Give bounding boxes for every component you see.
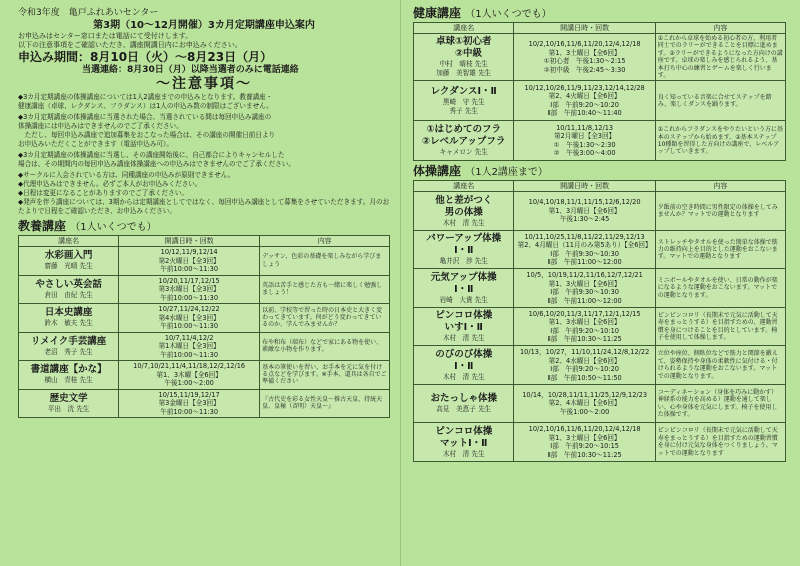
schedule-cell [514,384,655,423]
course-description: デッサン、色彩の基礎を楽しみながら学びましょう [262,253,382,268]
course-description-cell [655,192,785,231]
schedule-line: 第1、3木曜【全6回】 [156,370,222,379]
schedule-line: ① 午後1:30～2:30 [553,140,616,149]
schedule-line: Ⅱ部 午前10:40～11:40 [547,109,622,118]
course-row [414,423,786,462]
section-title-note: （1人2講座まで） [465,167,548,179]
schedule-line: Ⅱ部 午前11:00～12:00 [547,296,622,305]
section-title-text: 教養講座 [18,219,67,233]
schedule-line: ② 午後3:00～4:00 [553,149,616,158]
schedule-cell [514,81,655,121]
schedule-line: 第1、3水曜日【全6回】 [548,318,621,327]
course-row [414,384,786,423]
schedule-line: 第1、3土曜日【全6回】 [548,48,621,57]
schedule-line: 第2、4火曜日【全6回】 [548,92,621,101]
course-row [19,389,390,418]
schedule-line: 10/2,10/16,11/6,11/20,12/4,12/18 [528,40,641,49]
schedule-line: 10/7,11/4,12/2 [164,333,214,342]
instructor-name: 倉田 由紀 先生 [44,290,93,299]
note-line: 場合は、その期間内の毎回申込み講座体操講座への申込みはできませんのでご了承ください。 [18,160,295,168]
note-line: ◆発声を伴う講座については、3期からは定期講座としてではなく、毎回申込み講座として募集をさせていただきます。月のおたよりで日程をご確認いただき、お申込みください。 [18,198,390,215]
instructor-name: 木村 清 先生 [442,334,485,343]
course-description-cell [655,307,785,346]
note-line: ◆代理申込みはできません。必ずご本人がお申込みください。 [18,180,202,188]
schedule-line: Ⅱ部 午前10:50～11:50 [547,373,622,382]
header-course-name: 講座名 [414,23,514,34]
course-description: ①これから卓球を始める初心者の方、利用者同士でのラリーができることを目標に進めます。②ラリーができるようになった方向けの講座です。卓球の楽しみを感じられるよう、基本打ち中心の練習とゲームを楽しく行います。 [657,35,783,80]
course-description: 基本の筆使いを習い、お手本を元に気を付ける点などを学びます。※手本、道具は各自でご準備ください [262,363,387,386]
section-title-note: （1人いくつでも） [70,222,157,233]
course-name: 卓球①初心者 [435,36,492,48]
schedule-cell [514,121,655,161]
instructor-name: 木村 清 先生 [442,372,485,381]
instructor-name: 平出 洸 先生 [47,404,90,413]
instructor-name: キャメロン 先生 [439,148,488,157]
table-header-row [19,236,390,247]
culture-section-title [18,219,390,235]
course-row [414,192,786,231]
course-description-cell [655,423,785,462]
schedule-cell [514,423,655,462]
note-line: お申込みいただくことができます（電話申込み可）。 [18,140,173,148]
schedule-line: 第1木曜日【全3回】 [158,342,220,350]
course-name: 歴史文学 [49,392,88,404]
course-name: いすⅠ・Ⅱ [444,322,483,334]
course-name: ピンコロ体操 [435,425,493,437]
table-header-row [414,23,786,34]
schedule-line: 10/12,10/26,11/9,11/23,12/14,12/28 [524,83,645,92]
section-title-note: （1人いくつでも） [465,9,552,20]
schedule-line: 午前10:00～11:30 [160,293,219,302]
course-row [414,307,786,346]
course-description-cell [655,384,785,423]
schedule-line: 第1、3月曜日【全6回】 [548,206,621,215]
exercise-course-table [413,180,786,462]
schedule-line: 第1、3土曜日【全6回】 [548,433,621,442]
note-line: ◆3カ月定期講座の体操講座に当選された場合、当選されている間は毎回申込み講座の [18,113,272,121]
section-title-text: 体操講座 [413,164,462,179]
header-schedule: 開講日時・回数 [119,236,260,247]
course-row [414,230,786,269]
caution-title: ～注意事項～ [156,76,252,92]
course-row [19,275,390,304]
health-section-title [413,6,786,22]
course-row [414,34,786,81]
course-name: 男の体操 [444,206,483,218]
course-name-cell [414,121,514,161]
course-name-cell [414,423,514,462]
course-name: 他と差がつく [435,194,493,206]
instructor-name: 黒崎 守 先生 [442,97,485,106]
course-name-cell [414,230,514,269]
header-content: 内容 [260,236,390,247]
course-description: 夕飯前の空き時間に男性限定の体操をしてみませんか？マットでの運動となります [657,203,778,219]
instructor-name: 齋藤 光晴 先生 [44,262,93,271]
schedule-cell [514,34,655,81]
schedule-line: Ⅰ部 午前9:30～10:30 [550,288,619,297]
course-row [19,361,390,390]
schedule-cell [514,307,655,346]
course-description-cell [260,332,390,361]
course-name: ②中級 [445,48,482,60]
instructor-name: 高見 美恵子 先生 [436,405,492,414]
intro-line-2: 以下の注意事項をご確認いただき、講座開講日内にお申込みください。 [18,41,242,49]
course-description-cell [655,269,785,308]
course-description: 英語は苦手と感じた方も一緒に楽しく勉強しましょう！ [262,281,383,297]
course-description-cell [260,304,390,333]
course-name: マットⅠ・Ⅱ [440,437,488,449]
schedule-cell [514,230,655,269]
schedule-line: 第1、3火曜日【全6回】 [548,279,621,288]
course-row [19,304,390,333]
instructor-name: 鈴木 敏夫 先生 [44,319,93,328]
note-line: ◆3カ月定期講座の体操講座については1人2講座までの申込みとなります。教養講座・ [18,93,273,101]
course-name: Ⅰ・Ⅱ [454,245,474,257]
health-course-table [413,22,786,161]
header-content: 内容 [655,23,785,34]
culture-course-table [18,235,390,418]
application-period: 申込み期間：8月10日（火）～8月23日（月） [18,50,273,64]
course-description: ミニボールやタオルを使い、日常の動作が楽になるような運動をおこないます。マットでの運動となります。 [657,277,778,299]
course-name: おたっしゃ体操 [430,393,497,405]
schedule-line: 10/7,10/21,11/4,11/18,12/2,12/16 [133,362,246,370]
schedule-line: 午前10:00～11:30 [160,322,219,330]
exercise-section-title [413,164,786,180]
schedule-cell [119,361,260,390]
course-name-cell [19,247,119,276]
schedule-line: 午後1:00～2:00 [164,379,214,387]
course-name-cell [19,389,119,418]
course-row [414,346,786,385]
schedule-cell [119,389,260,418]
course-name: ①はじめてのフラ [426,124,501,136]
schedule-line: Ⅰ部 午前9:30～10:30 [550,249,619,258]
course-name-cell [414,269,514,308]
schedule-line: 第2、4木曜日【全6回】 [548,399,621,408]
schedule-cell [514,346,655,385]
course-name-cell [19,275,119,304]
schedule-cell [119,275,260,304]
instructor-name: 加藤 美智雄 先生 [436,69,492,78]
instructor-name: 木村 清 先生 [442,449,485,458]
course-description-cell [655,346,785,385]
schedule-line: 10/11,10/25,11/8,11/22,11/29,12/13 [524,232,645,241]
schedule-line: 10/13，10/27，11/10,11/24,12/8,12/22 [519,348,650,357]
schedule-line: 10/12,11/9,12/14 [160,248,218,256]
course-name: 元気アップ体操 [430,271,497,283]
course-name-cell [414,192,514,231]
course-name: のびのび体操 [435,348,493,360]
course-name-cell [414,307,514,346]
schedule-line: Ⅰ部 午前9:20～10:20 [550,100,619,109]
instructor-name: 横山 青桂 先生 [44,376,93,385]
course-name-cell [19,304,119,333]
schedule-line: Ⅱ部 午前10:30～11:25 [547,450,622,459]
caution-notes [18,93,390,216]
schedule-line: 第2、4月曜日（11月のみ第5あり）【全6回】 [517,241,652,250]
course-description-cell [655,230,785,269]
schedule-line: ②初中級 午後2:45～3:30 [543,65,626,74]
schedule-line: 第2火曜日【全3回】 [158,256,220,265]
application-headline: 第3期（10～12月開催）3カ月定期講座申込案内 [93,20,315,31]
course-name: レクダンスⅠ・Ⅱ [430,85,497,97]
instructor-name: 木村 清 先生 [442,218,485,227]
schedule-line: 午前10:00～11:30 [160,350,219,359]
course-name: Ⅰ・Ⅱ [454,360,474,372]
course-description: ピンピンコロリ（長期末で元気に活動して天寿をまっとうする）を目指すための運動習慣を身に付け元気な身体をつくりましょう。マットでの運動となります [657,427,778,457]
schedule-line: Ⅰ部 午前9:20～10:10 [550,326,619,335]
schedule-cell [514,192,655,231]
course-description: ①これからフラダンスをやりたいという方に基本のステップから始めます。②基本ステップ10種類を習得した方向けの講座で、レベルアップしていきます。 [657,126,783,156]
schedule-line: Ⅱ部 午前11:00～12:00 [547,258,622,267]
schedule-line: 第4水曜日【全3回】 [158,313,220,322]
schedule-line: 10/15,11/19,12/17 [158,390,220,399]
course-description-cell [260,275,390,304]
schedule-line: 10/11,11/8,12/13 [556,123,614,132]
course-description: 立位や座位、側臥位などで筋力と関節を鍛えて、姿勢保持や身体の柔軟性に気付ける・付けられるような運動をおこないます。マットでの運動となります。 [657,350,778,380]
course-description-cell [260,389,390,418]
course-name: Ⅰ・Ⅱ [454,283,474,295]
note-line: ◆3カ月定期講座の体操講座に当選し、その講座開始後に、自己都合によりキャンセルした [18,151,285,159]
course-description-cell [260,361,390,390]
course-row [19,247,390,276]
course-name: 書道講座【かな】 [30,364,107,376]
note-line: 体操講座には申込みはできませんのでご了承ください。 [18,122,183,130]
course-row [414,81,786,121]
course-name-cell [414,81,514,121]
section-title-text: 健康講座 [413,6,462,20]
course-name-cell [414,384,514,423]
schedule-line: Ⅰ部 午前9:20～10:20 [550,365,619,374]
header-schedule: 開講日時・回数 [514,23,655,34]
course-description: ピンピンコロリ（長期末で元気に活動して天寿をまっとうする）を目指すための、運動習慣を身につけることを目的としています。椅子を使用して体操します。 [657,311,778,342]
table-header-row [414,181,786,192]
schedule-cell [119,304,260,333]
course-description: コーディネーション（身体を巧みに動かす）神経系の能力を高める）運動を通して楽しい、心や身体を元気にします。椅子を使用した体操です。 [657,388,778,419]
center-name: 令和3年度 亀戸ふれあいセンター [18,8,159,18]
schedule-line: 午前10:00～11:30 [160,407,219,416]
instructor-name: 老沼 秀子 先生 [44,347,93,356]
note-line: ◆サークルに入会されている方は、同種講座の申込みが原則できません。 [18,171,235,179]
course-row [19,332,390,361]
intro-line-1: お申込みはセンター窓口または電話にて受付けします。 [18,32,193,40]
header-course-name: 講座名 [414,181,514,192]
schedule-line: Ⅰ部 午前9:20～10:15 [550,442,619,451]
course-name: リメイク手芸講座 [30,335,107,347]
schedule-line: 第2、4水曜日【全6回】 [548,356,621,365]
course-name: やさしい英会話 [35,278,102,290]
schedule-line: 午前10:00～11:30 [160,265,219,273]
right-page [400,0,800,566]
course-description: 以前、学校等で習った時の日本史と大きく変わってきています。何がどう変わってきているのか、学んでみませんか？ [262,306,383,329]
instructor-name: 中村 晴枝 先生 [439,60,488,69]
instructor-name: 亀井沢 渉 先生 [439,257,488,266]
course-row [414,269,786,308]
course-description-cell [655,34,785,81]
course-description: 『古代史を彩る女性天皇～推古天皇、持統天皇、皇極（斉明）天皇～』 [262,395,383,411]
schedule-line: 第2月曜日【全3回】 [554,132,616,141]
course-name: 水彩画入門 [44,250,93,262]
header-schedule: 開講日時・回数 [514,181,655,192]
schedule-line: 午後1:00～2:00 [559,407,610,416]
header-content: 内容 [655,181,785,192]
course-description: 布や和布（端布）などで家にある物を使い、素敵な小物を作ります。 [262,338,383,354]
course-row [414,121,786,161]
schedule-cell [119,332,260,361]
note-line: ただし、毎回申込み講座で追加募集をおこなった場合は、その講座の開催日前日より [18,131,276,139]
schedule-line: 10/2,10/16,11/6,11/20,12/4,12/18 [528,425,641,434]
course-description-cell [655,121,785,161]
schedule-line: 10/5，10/19,11/2,11/16,12/7,12/21 [526,271,643,280]
schedule-line: ①初心者 午後1:30～2:15 [543,57,626,66]
note-line: ◆日程は変更になることがありますのでご了承ください。 [18,189,188,197]
course-name-cell [19,361,119,390]
schedule-line: 第3水曜日【全3回】 [158,285,220,293]
schedule-line: 10/27,11/24,12/22 [158,305,220,313]
course-description: 良く知っている音楽に合せてステップを踏み、楽しくダンスを踊ります。 [657,93,772,108]
course-name: パワーアップ体操 [426,233,502,245]
schedule-cell [514,269,655,308]
course-description-cell [260,247,390,276]
winner-contact: 当選連絡：8月30日（月）以降当選者のみに電話連絡 [82,65,299,75]
course-name-cell [19,332,119,361]
course-name: ピンコロ体操 [435,310,493,322]
course-name-cell [414,34,514,81]
course-name-cell [414,346,514,385]
course-description: ストレッチやタオルを使った簡単な体操で筋力の維持向上を目的とした運動をおこないます。マットでの運動となります [657,238,778,261]
schedule-line: 10/20,11/17,12/15 [158,276,220,285]
instructor-name: 岩崎 大貴 先生 [439,295,488,304]
schedule-line: Ⅱ部 午前10:30～11:25 [547,335,622,344]
instructor-name: 秀子 先生 [449,106,478,115]
schedule-line: 午後1:30～2:45 [559,215,610,224]
note-line: 健康講座（卓球、レクダンス、フラダンス）は1人の申込み数の制限はございません。 [18,102,273,110]
schedule-cell [119,247,260,276]
schedule-line: 10/6,10/20,11/3,11/17,12/1,12/15 [528,309,641,318]
course-name: ②レベルアップフラ [422,136,506,148]
schedule-line: 第3金曜日【全3回】 [158,399,220,407]
course-description-cell [655,81,785,121]
course-name: 日本史講座 [44,307,93,319]
schedule-line: 10/4,10/18,11/1,11/15,12/6,12/20 [528,198,641,207]
header-course-name: 講座名 [19,236,119,247]
schedule-line: 10/14，10/28,11/11,11/25,12/9,12/23 [522,390,648,399]
